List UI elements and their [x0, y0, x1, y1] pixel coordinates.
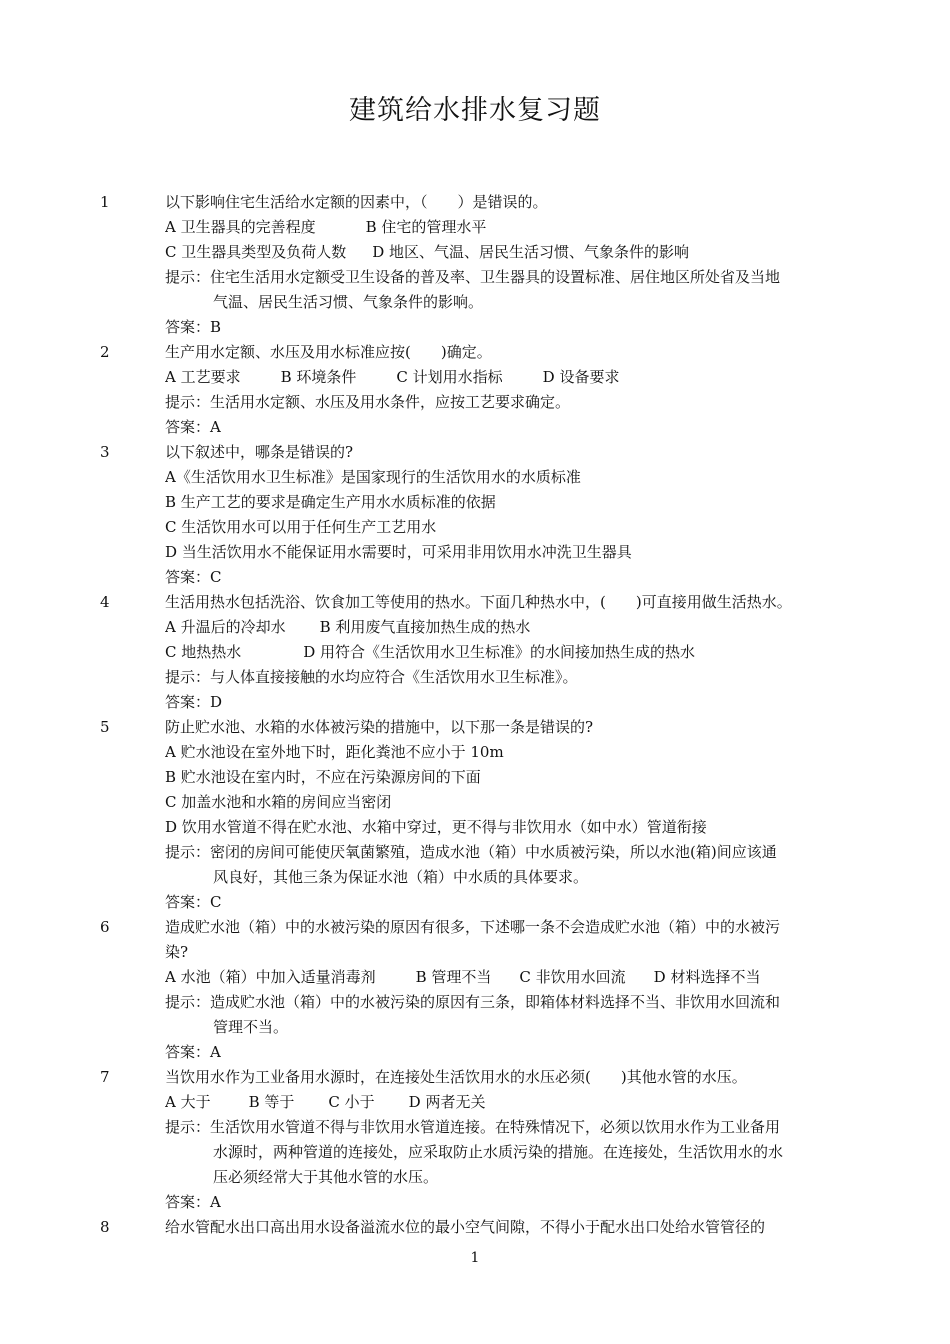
question-stem: 给水管配水出口高出用水设备溢流水位的最小空气间隙，不得小于配水出口处给水管管径的	[165, 1218, 766, 1236]
option-row	[165, 790, 855, 815]
hint-text: 风良好，其他三条为保证水池（箱）中水质的具体要求。	[213, 868, 589, 886]
hint-text: 提示：与人体直接接触的水均应符合《生活饮用水卫生标准》。	[165, 668, 578, 686]
hint-text: 管理不当。	[213, 1018, 289, 1036]
option-item: B 管理不当	[415, 968, 492, 986]
option-item: B 贮水池设在室内时，不应在污染源房间的下面	[165, 768, 481, 786]
option-row	[165, 765, 855, 790]
hint-text: 提示：生活饮用水管道不得与非饮用水管道连接。在特殊情况下，必须以饮用水作为工业备用	[165, 1118, 781, 1136]
hint-text: 提示：造成贮水池（箱）中的水被污染的原因有三条，即箱体材料选择不当、非饮用水回流和	[165, 993, 781, 1011]
option-row	[165, 540, 855, 565]
option-item: B 环境条件	[280, 368, 357, 386]
question-number: 2	[100, 343, 110, 361]
option-item: A《生活饮用水卫生标准》是国家现行的生活饮用水的水质标准	[165, 468, 581, 486]
page-title: 建筑给水排水复习题	[349, 95, 601, 126]
option-item: A 水池（箱）中加入适量消毒剂	[165, 968, 376, 986]
question-number: 1	[100, 193, 110, 211]
option-row	[165, 615, 855, 640]
question-7	[0, 1065, 950, 1215]
option-row	[165, 465, 855, 490]
question-1	[0, 190, 950, 340]
option-item: D 两者无关	[408, 1093, 486, 1111]
page-number: 1	[470, 1250, 480, 1266]
option-row	[165, 640, 855, 665]
question-stem: 以下叙述中，哪条是错误的?	[165, 443, 354, 461]
option-item: C 加盖水池和水箱的房间应当密闭	[165, 793, 392, 811]
option-item: C 非饮用水回流	[519, 968, 626, 986]
option-item: D 当生活饮用水不能保证用水需要时，可采用非用饮用水冲洗卫生器具	[165, 543, 632, 561]
option-row	[165, 1090, 855, 1115]
question-stem: 生活用热水包括洗浴、饮食加工等使用的热水。下面几种热水中，( )可直接用做生活热水。	[165, 593, 792, 611]
question-stem: 生产用水定额、水压及用水标准应按( )确定。	[165, 343, 492, 361]
option-row	[165, 215, 855, 240]
option-item: D 用符合《生活饮用水卫生标准》的水间接加热生成的热水	[303, 643, 696, 661]
option-item: A 卫生器具的完善程度	[165, 218, 316, 236]
answer-text: 答案：A	[165, 418, 221, 436]
question-stem: 造成贮水池（箱）中的水被污染的原因有很多，下述哪一条不会造成贮水池（箱）中的水被污	[165, 918, 781, 936]
question-2	[0, 340, 950, 440]
hint-text: 气温、居民生活习惯、气象条件的影响。	[213, 293, 484, 311]
hint-text: 提示：住宅生活用水定额受卫生设备的普及率、卫生器具的设置标准、居住地区所处省及当地	[165, 268, 781, 286]
question-number: 6	[100, 918, 110, 936]
option-item: B 利用废气直接加热生成的热水	[319, 618, 531, 636]
option-row	[165, 490, 855, 515]
answer-text: 答案：B	[165, 318, 222, 336]
question-5	[0, 715, 950, 915]
answer-text: 答案：D	[165, 693, 223, 711]
option-item: A 大于	[165, 1093, 211, 1111]
question-stem: 防止贮水池、水箱的水体被污染的措施中，以下那一条是错误的?	[165, 718, 594, 736]
option-row	[165, 240, 855, 265]
option-item: A 贮水池设在室外地下时，距化粪池不应小于 10m	[165, 743, 504, 761]
option-item: C 卫生器具类型及负荷人数	[165, 243, 347, 261]
question-number: 4	[100, 593, 110, 611]
question-stem: 以下影响住宅生活给水定额的因素中，（ ）是错误的。	[165, 193, 548, 211]
option-item: C 生活饮用水可以用于任何生产工艺用水	[165, 518, 437, 536]
question-number: 7	[100, 1068, 110, 1086]
question-number: 8	[100, 1218, 110, 1236]
option-item: A 工艺要求	[165, 368, 241, 386]
question-stem: 染?	[165, 943, 189, 961]
hint-text: 压必须经常大于其他水管的水压。	[213, 1168, 439, 1186]
hint-text: 提示：密闭的房间可能使厌氧菌繁殖，造成水池（箱）中水质被污染，所以水池(箱)间应该通	[165, 843, 777, 861]
option-row	[165, 965, 855, 990]
question-3	[0, 440, 950, 590]
hint-text: 提示：生活用水定额、水压及用水条件，应按工艺要求确定。	[165, 393, 571, 411]
option-item: D 饮用水管道不得在贮水池、水箱中穿过，更不得与非饮用水（如中水）管道衔接	[165, 818, 707, 836]
option-item: B 生产工艺的要求是确定生产用水水质标准的依据	[165, 493, 496, 511]
option-item: C 小于	[328, 1093, 375, 1111]
option-row	[165, 740, 855, 765]
option-item: D 设备要求	[542, 368, 620, 386]
answer-text: 答案：A	[165, 1043, 221, 1061]
option-item: A 升温后的冷却水	[165, 618, 286, 636]
hint-text: 水源时，两种管道的连接处，应采取防止水质污染的措施。在连接处，生活饮用水的水	[213, 1143, 784, 1161]
question-number: 3	[100, 443, 110, 461]
question-number: 5	[100, 718, 110, 736]
answer-text: 答案：A	[165, 1193, 221, 1211]
answer-text: 答案：C	[165, 893, 222, 911]
option-item: C 地热热水	[165, 643, 242, 661]
option-row	[165, 365, 855, 390]
option-item: D 地区、气温、居民生活习惯、气象条件的影响	[372, 243, 690, 261]
option-item: C 计划用水指标	[396, 368, 503, 386]
option-item: D 材料选择不当	[653, 968, 761, 986]
question-4	[0, 590, 950, 715]
question-stem: 当饮用水作为工业备用水源时，在连接处生活饮用水的水压必须( )其他水管的水压。	[165, 1068, 747, 1086]
question-6	[0, 915, 950, 1065]
question-list	[0, 190, 950, 1240]
question-8	[0, 1215, 950, 1240]
option-item: B 等于	[248, 1093, 295, 1111]
option-row	[165, 515, 855, 540]
option-item: B 住宅的管理水平	[365, 218, 487, 236]
option-row	[165, 815, 855, 840]
answer-text: 答案：C	[165, 568, 222, 586]
